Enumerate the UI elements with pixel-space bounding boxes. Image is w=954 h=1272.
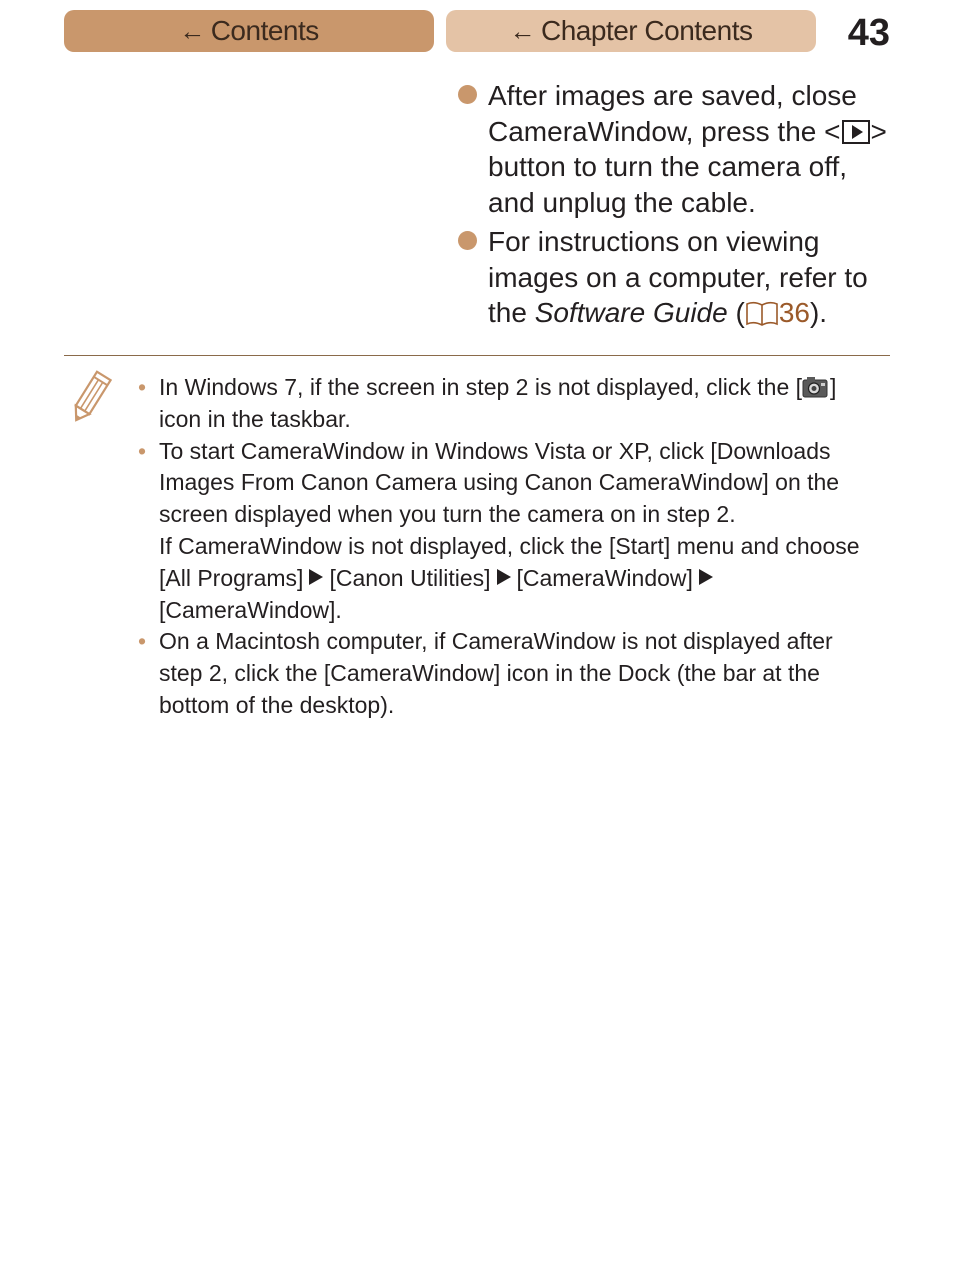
step-text: For instructions on viewing images on a computer, refer to the xyxy=(488,226,868,328)
back-arrow-icon: ← xyxy=(509,15,536,46)
note-text: [CameraWindow]. xyxy=(159,596,342,623)
note-text: If CameraWindow is not displayed, click the [Start] menu and choose [All Programs] xyxy=(159,532,860,591)
note-item xyxy=(138,372,878,436)
chapter-contents-label: Chapter Contents xyxy=(541,15,753,46)
bullet-icon: • xyxy=(138,628,147,655)
step-list xyxy=(458,78,898,335)
book-icon xyxy=(745,300,779,326)
contents-button[interactable] xyxy=(64,10,434,52)
camera-taskbar-icon xyxy=(802,375,830,399)
note-text: ] icon in the taskbar. xyxy=(159,374,837,432)
playback-button-icon xyxy=(842,120,870,144)
step-text: After images are saved, close CameraWindow, press the < xyxy=(488,80,857,147)
pencil-icon xyxy=(68,370,112,426)
back-arrow-icon: ← xyxy=(179,15,205,46)
step-item xyxy=(458,78,898,220)
bullet-dot-icon xyxy=(458,85,477,104)
page-reference-link[interactable] xyxy=(745,297,810,328)
bullet-dot-icon xyxy=(458,231,477,250)
menu-arrow-icon xyxy=(699,569,713,585)
step-text: ( xyxy=(727,297,745,328)
contents-label: Contents xyxy=(210,15,319,46)
chapter-contents-button[interactable] xyxy=(446,10,816,52)
step-text: > button to turn the camera off, and unplug the cable. xyxy=(488,115,887,218)
note-text: In Windows 7, if the screen in step 2 is not displayed, click the [ xyxy=(159,374,803,400)
note-text: [CameraWindow] xyxy=(516,564,693,591)
page-number: 43 xyxy=(847,12,890,54)
note-text: On a Macintosh computer, if CameraWindow is not displayed after step 2, click the [CameraWindow] icon in the Dock (the bar at the bottom of the desktop). xyxy=(159,628,833,718)
note-text: [Canon Utilities] xyxy=(329,564,491,591)
bullet-icon: • xyxy=(138,374,147,400)
note-text: To start CameraWindow in Windows Vista or XP, click [Downloads Images From Canon Camera using Canon CameraWindow] on the screen displayed when you turn the camera on in step 2. xyxy=(159,437,840,528)
note-item xyxy=(138,436,878,627)
section-divider xyxy=(64,355,890,356)
step-text: ). xyxy=(809,297,828,328)
page-reference-number: 36 xyxy=(778,297,810,328)
note-item xyxy=(138,626,878,721)
step-item xyxy=(458,224,898,331)
notes-list xyxy=(138,372,878,722)
bullet-icon: • xyxy=(138,437,147,464)
menu-arrow-icon xyxy=(497,569,511,585)
software-guide-title: Software Guide xyxy=(534,297,728,328)
menu-arrow-icon xyxy=(309,569,323,585)
